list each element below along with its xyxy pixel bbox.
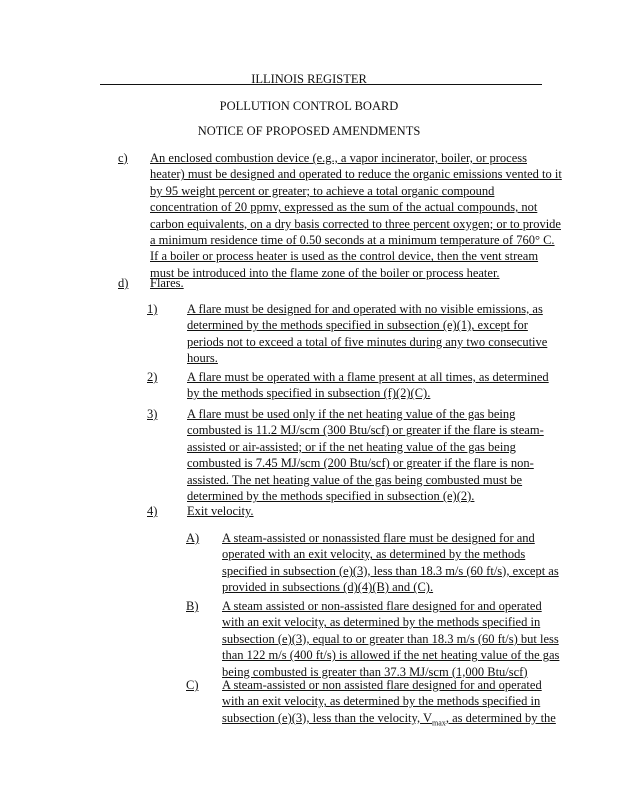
item-3-label: 3)	[147, 407, 158, 421]
text-line: hours.	[187, 351, 218, 366]
section-d-title	[150, 275, 184, 291]
text-line: A flare must be designed for and operated with no visible emissions, as	[187, 302, 543, 316]
item-1-text	[187, 301, 547, 367]
text-line: determined by the methods specified in subsection (e)(2).	[187, 489, 475, 504]
text-line: concentration of 20 ppmv, expressed as the sum of the actual compounds, not	[150, 200, 538, 215]
text-line: by the methods specified in subsection (f)(2)(C).	[187, 386, 431, 401]
text-line: combusted is 7.45 MJ/scm (200 Btu/scf) or greater if the flare is non-	[187, 456, 534, 471]
text-line: operated with an exit velocity, as determined by the methods	[222, 547, 526, 562]
sub-b-label: B)	[186, 599, 199, 613]
text-line: being combusted is greater than 37.3 MJ/scm (1,000 Btu/scf)	[222, 664, 528, 679]
text-line: A flare must be used only if the net heating value of the gas being	[187, 407, 516, 421]
section-c-text	[150, 150, 562, 281]
text-line: assisted. The net heating value of the gas being combusted must be	[187, 472, 523, 487]
text-line: periods not to exceed a total of five minutes during any two consecutive	[187, 334, 548, 349]
vmax-subscript: max	[432, 718, 446, 728]
text-line: A flare must be operated with a flame present at all times, as determined	[187, 370, 549, 384]
header-rule	[100, 84, 542, 85]
sub-c-text	[222, 677, 556, 732]
sub-a-text	[222, 530, 559, 596]
text-line: provided in subsections (d)(4)(B) and (C).	[222, 580, 434, 595]
item-2-text	[187, 369, 549, 402]
text-line: A steam-assisted or nonassisted flare must be designed for and	[222, 531, 535, 545]
text-line: A steam-assisted or non assisted flare designed for and operated	[222, 678, 542, 692]
text-line: by 95 weight percent or greater; to achieve a total organic compound	[150, 183, 495, 198]
text-line: with an exit velocity, as determined by the methods specified in	[222, 694, 541, 709]
sub-c-label: C)	[186, 678, 199, 692]
section-d-title-text: Flares.	[150, 276, 184, 290]
text-line: with an exit velocity, as determined by the methods specified in	[222, 615, 541, 630]
text-line: A steam assisted or non-assisted flare designed for and operated	[222, 599, 542, 613]
sub-b-text	[222, 598, 559, 680]
text-line: than 122 m/s (400 ft/s) is allowed if the net heating value of the gas	[222, 648, 560, 663]
notice-title: NOTICE OF PROPOSED AMENDMENTS	[197, 124, 421, 138]
sub-c-last-after: , as determined by the	[445, 710, 556, 725]
text-line: determined by the methods specified in subsection (e)(1), except for	[187, 318, 528, 333]
text-line: If a boiler or process heater is used as the control device, then the vent stream	[150, 249, 539, 264]
text-line: subsection (e)(3), equal to or greater than 18.3 m/s (60 ft/s) but less	[222, 631, 559, 646]
item-2-label: 2)	[147, 370, 158, 384]
item-3-text	[187, 406, 544, 504]
item-1-label: 1)	[147, 302, 158, 316]
text-line: combusted is 11.2 MJ/scm (300 Btu/scf) or greater if the flare is steam-	[187, 423, 544, 438]
text-line: specified in subsection (e)(3), less than 18.3 m/s (60 ft/s), except as	[222, 563, 559, 578]
sub-a-label: A)	[186, 531, 200, 545]
sub-c-last-before: subsection (e)(3), less than the velocity, V	[222, 710, 433, 725]
item-4-title-text: Exit velocity.	[187, 504, 254, 518]
text-line: a minimum residence time of 0.50 seconds at a minimum temperature of 760° C.	[150, 233, 555, 248]
text-line: assisted or air-assisted; or if the net heating value of the gas being	[187, 439, 516, 454]
text-line: must be introduced into the flame zone of the boiler or process heater.	[150, 265, 500, 280]
section-c-label: c)	[118, 151, 128, 165]
sub-c-last-line	[222, 710, 556, 732]
section-d-label: d)	[118, 276, 129, 290]
register-title: ILLINOIS REGISTER	[251, 72, 367, 86]
text-line: heater) must be designed and operated to reduce the organic emissions vented to it	[150, 167, 562, 182]
text-line: An enclosed combustion device (e.g., a vapor incinerator, boiler, or process	[150, 151, 527, 165]
board-title: POLLUTION CONTROL BOARD	[219, 99, 399, 113]
item-4-title	[187, 503, 254, 519]
text-line: carbon equivalents, on a dry basis corrected to three percent oxygen; or to provide	[150, 216, 561, 231]
item-4-label: 4)	[147, 504, 158, 518]
